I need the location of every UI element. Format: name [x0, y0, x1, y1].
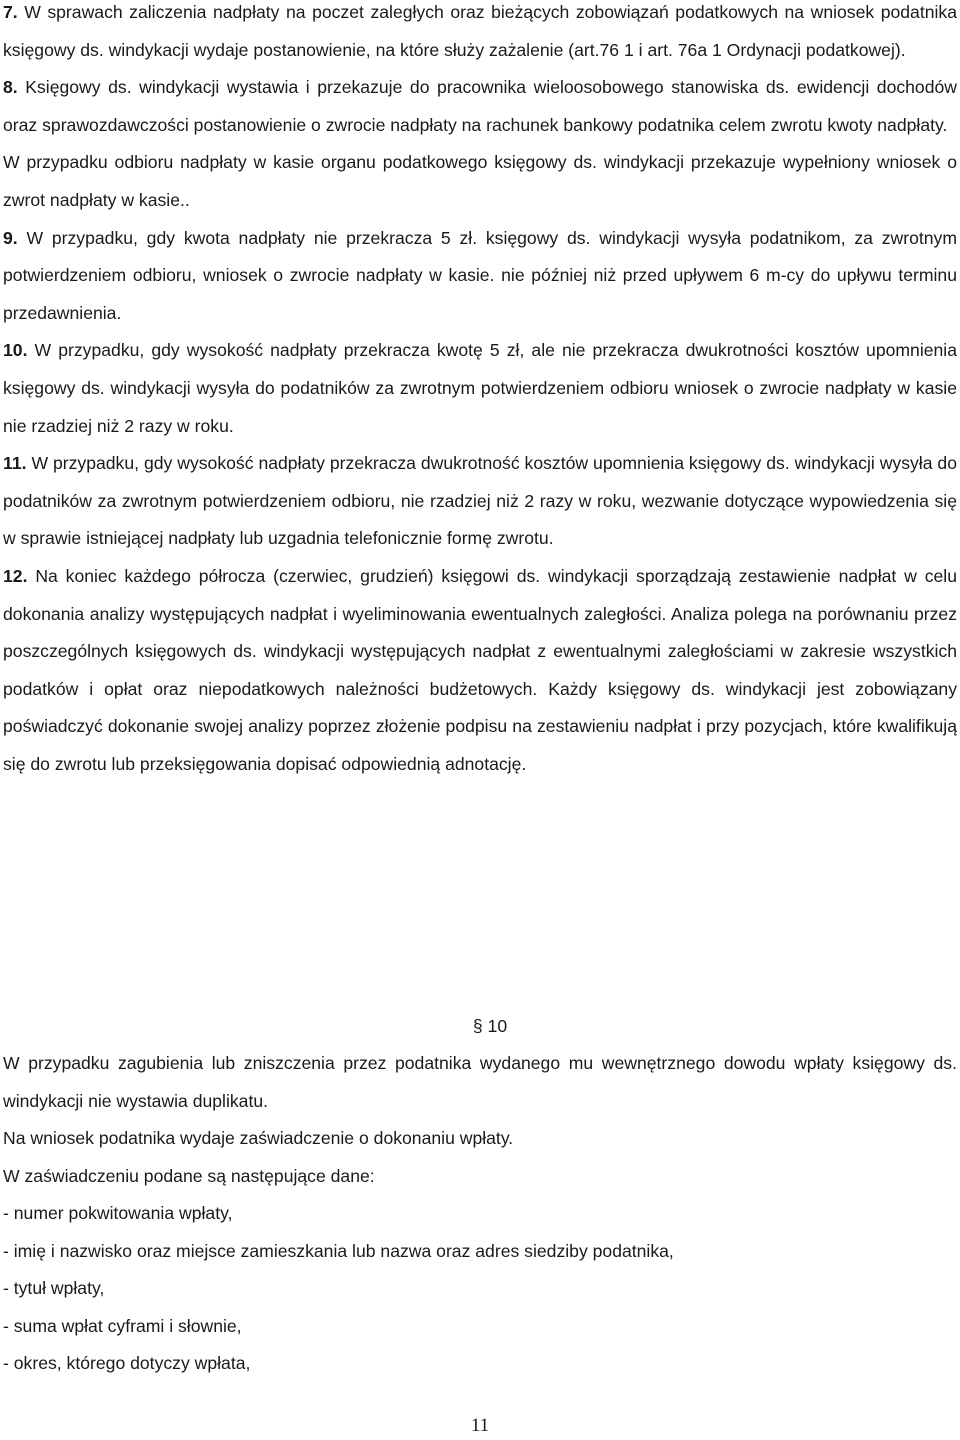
section-paragraph-2: Na wniosek podatnika wydaje zaświadczenie o dokonaniu wpłaty.	[3, 1128, 514, 1149]
point-text: W sprawach zaliczenia nadpłaty na poczet zaległych oraz bieżących zobowiązań podatkowych na wniosek podatnika księgowy ds. windykacji wydaje postanowienie, na które służy zażalenie (art.76 1 i art. 76a 1 Ordynacji podatkowej).	[3, 2, 957, 60]
point-text: Na koniec każdego półrocza (czerwiec, grudzień) księgowi ds. windykacji sporządzają zestawienie nadpłat w celu dokonania analizy występujących nadpłat i wyeliminowania ewentualnych zaległości. Analiza polega na porównaniu przez poszczególnych księgowych ds. windykacji występujących nadpłat z ewentualnymi zaległościami w zakresie wszystkich podatków i opłat oraz niepodatkowych należności budżetowych. Każdy księgowy ds. windykacji jest zobowiązany poświadczyć dokonanie swojej analizy poprzez złożenie podpisu na zestawieniu nadpłat i przy pozycjach, które kwalifikują się do zwrotu lub przeksięgowania dopisać odpowiednią adnotację.	[3, 565, 957, 774]
point-number: 10.	[3, 340, 28, 361]
point-number: 11.	[3, 453, 27, 474]
point-10	[3, 332, 957, 445]
page-number: 11	[470, 1415, 490, 1436]
point-text: Księgowy ds. windykacji wystawia i przekazuje do pracownika wieloosobowego stanowiska ds. ewidencji dochodów oraz sprawozdawczości postanowienie o zwrocie nadpłaty na rachunek bankowy podatnika celem zwrotu kwoty nadpłaty.	[3, 77, 957, 135]
point-7	[3, 0, 957, 69]
point-list	[3, 0, 957, 783]
point-number: 9.	[3, 227, 18, 248]
section-paragraph-3: W zaświadczeniu podane są następujące dane:	[3, 1165, 375, 1186]
section-sign-symbol: §	[472, 1016, 483, 1036]
point-text: W przypadku odbioru nadpłaty w kasie organu podatkowego księgowy ds. windykacji przekazuje wypełniony wniosek o zwrot nadpłaty w kasie..	[3, 152, 957, 210]
point-text: W przypadku, gdy wysokość nadpłaty przekracza kwotę 5 zł, ale nie przekracza dwukrotności kosztów upomnienia księgowy ds. windykacji wysyła do podatników za zwrotnym potwierdzeniem odbioru wniosek o zwrocie nadpłaty w kasie nie rzadziej niż 2 razy w roku.	[3, 340, 957, 436]
point-9	[3, 220, 957, 333]
list-item: - tytuł wpłaty,	[3, 1278, 105, 1299]
point-text: W przypadku, gdy wysokość nadpłaty przekracza dwukrotność kosztów upomnienia księgowy ds. windykacji wysyła do podatników za zwrotnym potwierdzeniem odbioru, nie rzadziej niż 2 razy w roku, wezwanie dotyczące wypowiedzenia się w sprawie istniejącej nadpłaty lub uzgadnia telefonicznie formę zwrotu.	[3, 453, 958, 549]
list-item: - okres, którego dotyczy wpłata,	[3, 1353, 251, 1374]
point-number: 8.	[3, 77, 18, 98]
point-12	[3, 558, 957, 784]
list-item: - numer pokwitowania wpłaty,	[3, 1203, 233, 1223]
section-body	[3, 1045, 957, 1195]
section-heading	[3, 1008, 957, 1045]
section-paragraph-1: W przypadku zagubienia lub zniszczenia przez podatnika wydanego mu wewnętrznego dowodu wpłaty księgowy ds. windykacji nie wystawia duplikatu.	[3, 1053, 957, 1111]
data-items-list	[3, 1195, 957, 1383]
point-number: 12.	[3, 565, 28, 586]
point-8	[3, 69, 957, 144]
point-11	[3, 445, 957, 558]
list-item: - suma wpłat cyframi i słownie,	[3, 1315, 242, 1336]
point-text: W przypadku, gdy kwota nadpłaty nie przekracza 5 zł. księgowy ds. windykacji wysyła podatnikom, za zwrotnym potwierdzeniem odbioru, wniosek o zwrocie nadpłaty w kasie. nie później niż przed upływem 6 m-cy do upływu terminu przedawnienia.	[3, 227, 958, 323]
point-number: 7.	[3, 2, 18, 22]
section-number: 10	[487, 1016, 508, 1036]
list-item: - imię i nazwisko oraz miejsce zamieszkania lub nazwa oraz adres siedziby podatnika,	[3, 1240, 674, 1261]
point-8-continuation	[3, 144, 957, 219]
